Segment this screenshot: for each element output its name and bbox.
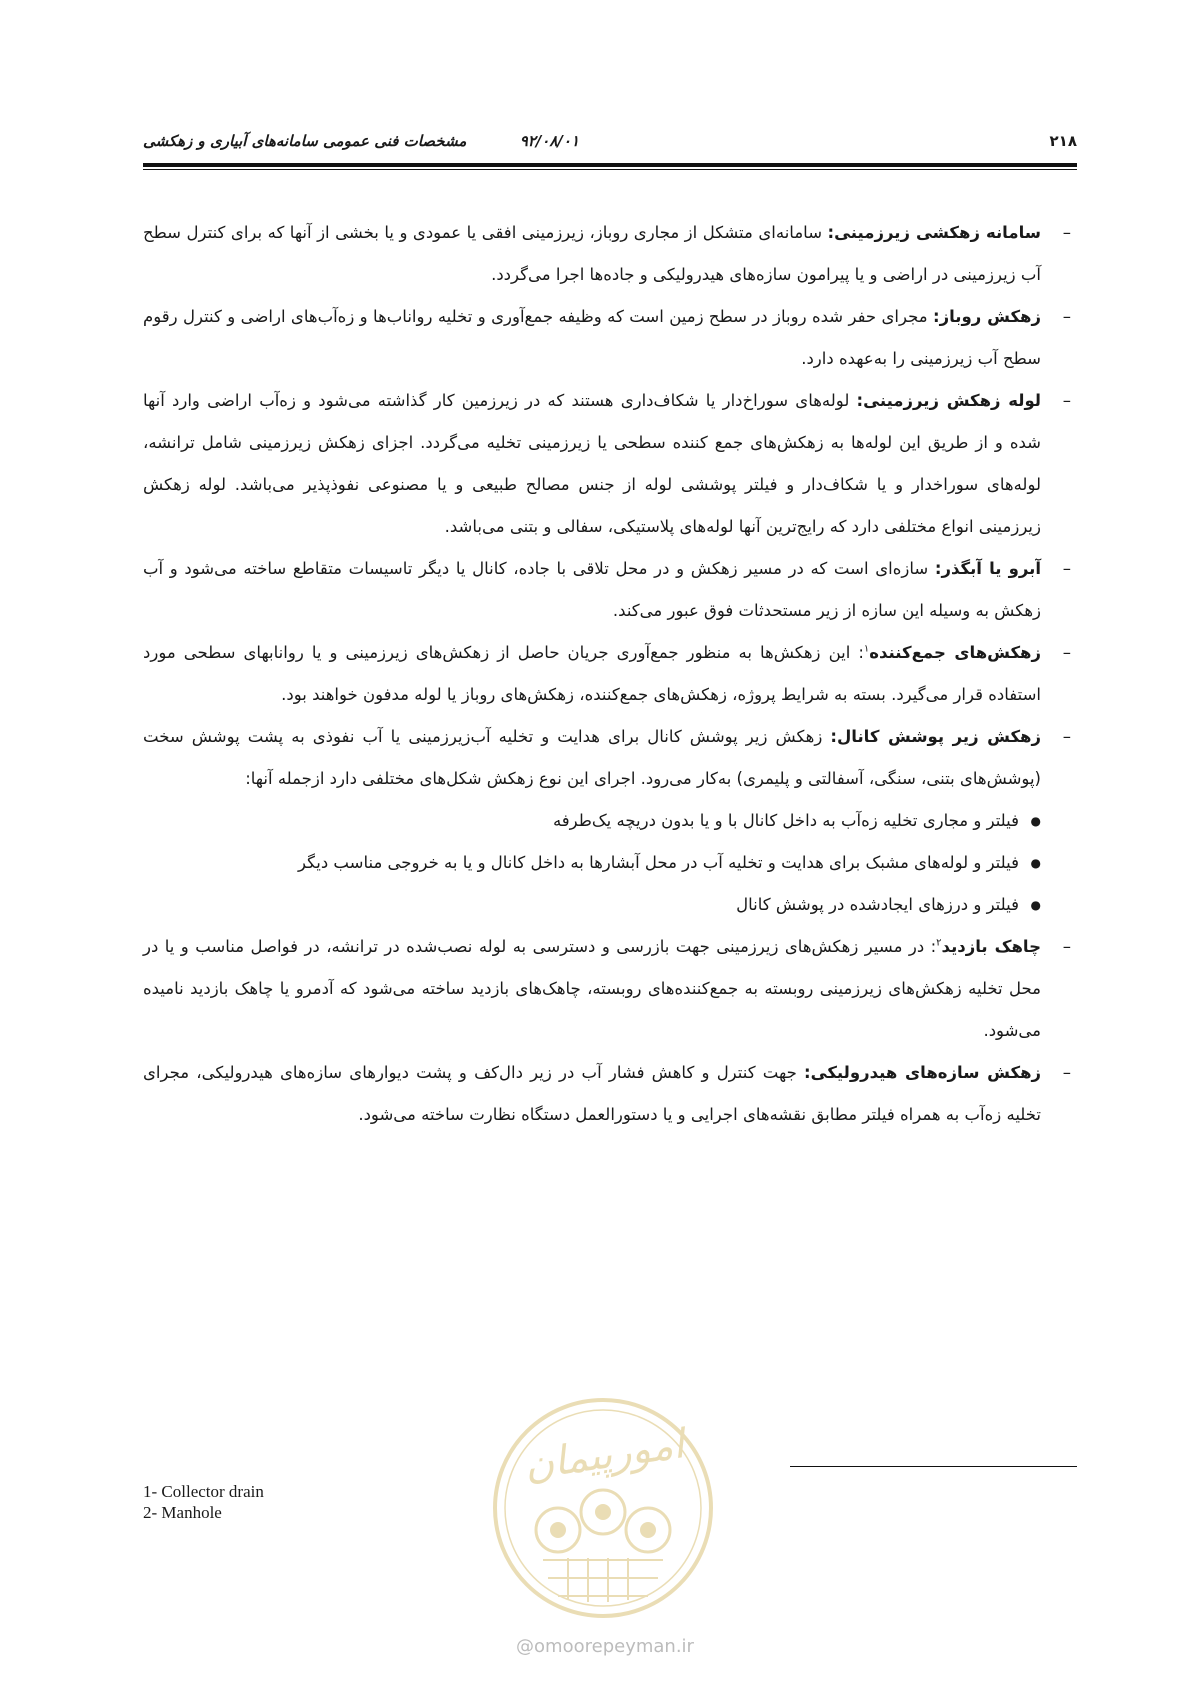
definition-text: زهکش زیر پوشش کانال برای هدایت و تخلیه آب‌زیرزمینی یا آب نفوذی به پشت پوشش سخت (پوشش‌های بتنی، سنگی، آسفالتی و پلیمری) به‌کار می‌رود. اجرای این نوع زهکش شکل‌های مختلفی دارد ازجمله آنها: xyxy=(143,727,1041,788)
definition-term: چاهک بازدید xyxy=(941,937,1041,956)
definition-text: : این زهکش‌ها به منظور جمع‌آوری جریان حاصل از زهکش‌های زیرزمینی و یا روانابهای سطحی مورد استفاده قرار می‌گیرد. بسته به شرایط پروژه، زهکش‌های جمع‌کننده، زهکش‌های روباز یا لوله مدفون خواهند بود. xyxy=(143,643,1041,704)
definition-item xyxy=(143,716,1077,800)
watermark-logo-icon xyxy=(488,1390,718,1626)
header-rule-thick xyxy=(143,163,1077,167)
header-rule-thin xyxy=(143,169,1077,170)
definition-item xyxy=(143,212,1077,296)
bullet-item: ● فیلتر و درزهای ایجادشده در پوشش کانال xyxy=(143,884,1077,926)
definition-item xyxy=(143,632,1077,716)
footnotes xyxy=(143,1481,264,1523)
footnote-separator xyxy=(790,1466,1077,1467)
footnote-2: 2- Manhole xyxy=(143,1503,222,1522)
definition-text: : در مسیر زهکش‌های زیرزمینی جهت بازرسی و دسترسی به لوله نصب‌شده در ترانشه، در فواصل مناسب و یا در محل تخلیه زهکش‌های زیرزمینی روبسته به جمع‌کننده‌های روبسته، چاهک‌های بازدید ساخته می‌شود که آدمرو یا چاهک بازدید نامیده می‌شود. xyxy=(143,937,1041,1040)
definition-text: لوله‌های سوراخ‌دار یا شکاف‌داری هستند که در زیرزمین کار گذاشته می‌شود و زه‌آب اراضی وارد آنها شده و از طریق این لوله‌ها به زهکش‌های جمع کننده سطحی یا زیرزمینی تخلیه می‌گردد. اجزای زهکش زیرزمینی شامل ترانشه، لوله‌های سوراخدار و یا شکاف‌دار و فیلتر پوششی لوله از جنس مصالح طبیعی و یا مصنوعی نفوذپذیر می‌باشد. لوله زهکش زیرزمینی انواع مختلفی دارد که رایج‌ترین آنها لوله‌های پلاستیکی، سفالی و بتنی می‌باشد. xyxy=(143,391,1041,536)
document-title: مشخصات فنی عمومی سامانه‌های آبیاری و زهکشی xyxy=(143,132,467,150)
definition-text: جهت کنترل و کاهش فشار آب در زیر دال‌کف و پشت دیوارهای سازه‌های هیدرولیکی، مجرای تخلیه زه‌آب به همراه فیلتر مطابق نقشه‌های اجرایی و یا دستورالعمل دستگاه نظارت ساخته می‌شود. xyxy=(143,1063,1041,1124)
definition-term: زهکش‌های جمع‌کننده xyxy=(869,643,1041,662)
definition-text: سامانه‌ای متشکل از مجاری روباز، زیرزمینی افقی یا عمودی و یا بخشی از آنها که برای کنترل سطح آب زیرزمینی در اراضی و یا پیرامون سازه‌های هیدرولیکی و جاده‌ها اجرا می‌گردد. xyxy=(143,223,1041,284)
definition-term: زهکش زیر پوشش کانال: xyxy=(830,727,1041,746)
definition-item xyxy=(143,1052,1077,1136)
definition-item xyxy=(143,548,1077,632)
definition-term: زهکش روباز: xyxy=(933,307,1041,326)
definition-item xyxy=(143,380,1077,548)
definition-item xyxy=(143,926,1077,1052)
footnote-ref: ۲ xyxy=(936,937,942,949)
definition-text: مجرای حفر شده روباز در سطح زمین است که وظیفه جمع‌آوری و تخلیه رواناب‌ها و زه‌آب‌های اراضی و کنترل رقوم سطح آب زیرزمینی را به‌عهده دارد. xyxy=(143,307,1041,368)
definition-text: سازه‌ای است که در مسیر زهکش و در محل تلاقی با جاده، کانال یا دیگر تاسیسات متقاطع ساخته می‌شود و آب زهکش به وسیله این سازه از زیر مستحدثات فوق عبور می‌کند. xyxy=(143,559,1041,620)
definition-item xyxy=(143,296,1077,380)
definition-term: زهکش سازه‌های هیدرولیکی: xyxy=(804,1063,1042,1082)
footnote-1: 1- Collector drain xyxy=(143,1482,264,1501)
svg-text:امورپیمان: امورپیمان xyxy=(521,1421,687,1490)
definition-term: سامانه زهکشی زیرزمینی: xyxy=(827,223,1041,242)
main-content xyxy=(143,212,1077,1136)
footnote-ref: ۱ xyxy=(863,643,870,655)
watermark-site: @omoorepeyman.ir xyxy=(516,1636,694,1657)
definition-term: آبرو یا آبگذر: xyxy=(934,559,1042,578)
bullet-item: ● فیلتر و لوله‌های مشبک برای هدایت و تخلیه آب در محل آبشارها به داخل کانال و یا به خروجی مناسب دیگر xyxy=(143,842,1077,884)
bullet-list xyxy=(143,800,1077,926)
bullet-item: ● فیلتر و مجاری تخلیه زه‌آب به داخل کانال با و یا بدون دریچه یک‌طرفه xyxy=(143,800,1077,842)
page-number: ۲۱۸ xyxy=(1049,132,1077,150)
page-header xyxy=(143,128,1077,158)
publication-date: ۹۲/۰۸/۰۱ xyxy=(519,132,579,150)
definition-term: لوله زهکش زیرزمینی: xyxy=(856,391,1041,410)
